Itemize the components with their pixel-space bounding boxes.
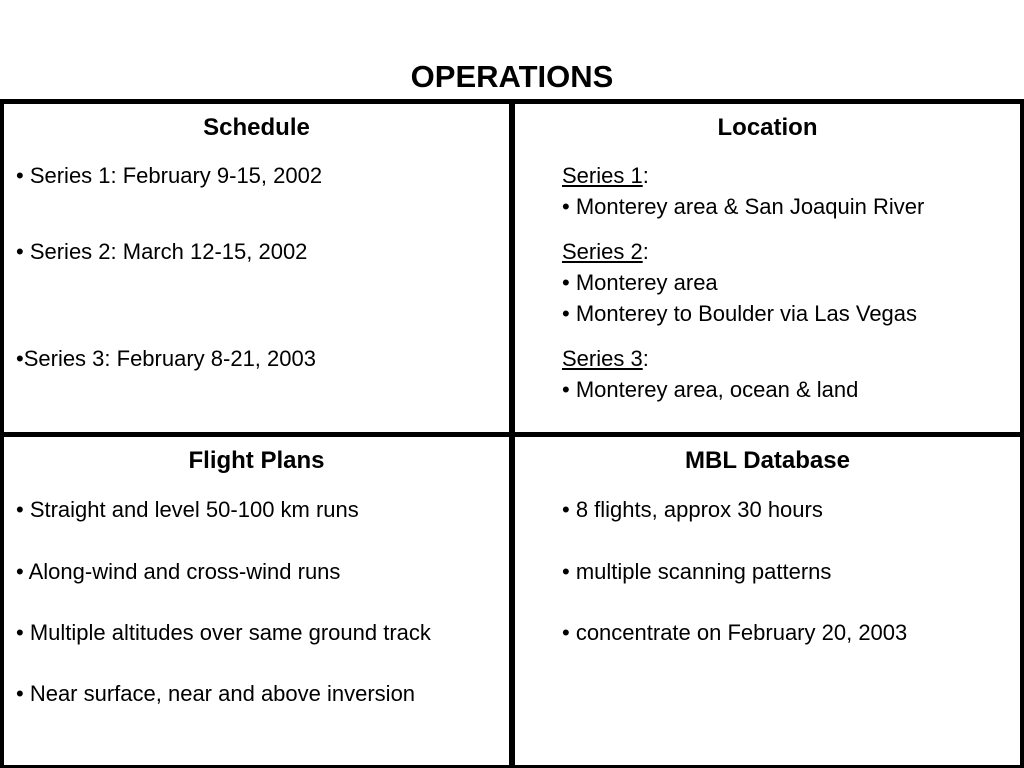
- series-2-link-text: Series 2: [562, 239, 643, 264]
- schedule-item: • Series 1: February 9-15, 2002: [16, 163, 323, 188]
- location-heading: Location: [717, 114, 818, 141]
- table-border-right: [1020, 99, 1024, 768]
- mbl-database-item: • multiple scanning patterns: [562, 559, 832, 584]
- location-series-label: [562, 343, 649, 374]
- schedule-heading: Schedule: [203, 114, 310, 141]
- location-item: • Monterey area & San Joaquin River: [562, 194, 925, 219]
- flight-plans-heading: Flight Plans: [188, 447, 325, 474]
- mbl-database-item: • 8 flights, approx 30 hours: [562, 497, 823, 522]
- mbl-database-item: • concentrate on February 20, 2003: [562, 620, 908, 645]
- location-item: • Monterey to Boulder via Las Vegas: [562, 301, 918, 326]
- table-border-left: [0, 99, 4, 768]
- location-series-label: [562, 160, 649, 191]
- location-item: • Monterey area: [562, 270, 718, 295]
- location-item: • Monterey area, ocean & land: [562, 377, 859, 402]
- location-series-label: [562, 236, 649, 267]
- series-colon: :: [642, 163, 649, 188]
- series-1-link-text: Series 1: [562, 163, 643, 188]
- flight-plans-item: • Multiple altitudes over same ground track: [16, 620, 431, 645]
- series-3-link-text: Series 3: [562, 346, 643, 371]
- series-colon: :: [642, 346, 649, 371]
- flight-plans-item: • Straight and level 50-100 km runs: [16, 497, 359, 522]
- mbl-database-heading: MBL Database: [685, 447, 850, 474]
- flight-plans-item: • Along-wind and cross-wind runs: [16, 559, 341, 584]
- flight-plans-item: • Near surface, near and above inversion: [16, 681, 416, 706]
- schedule-item: • Series 2: March 12-15, 2002: [16, 239, 308, 264]
- series-colon: :: [642, 239, 649, 264]
- schedule-item: •Series 3: February 8-21, 2003: [16, 346, 316, 371]
- page-title: OPERATIONS: [410, 59, 614, 94]
- table-border-center: [509, 99, 515, 768]
